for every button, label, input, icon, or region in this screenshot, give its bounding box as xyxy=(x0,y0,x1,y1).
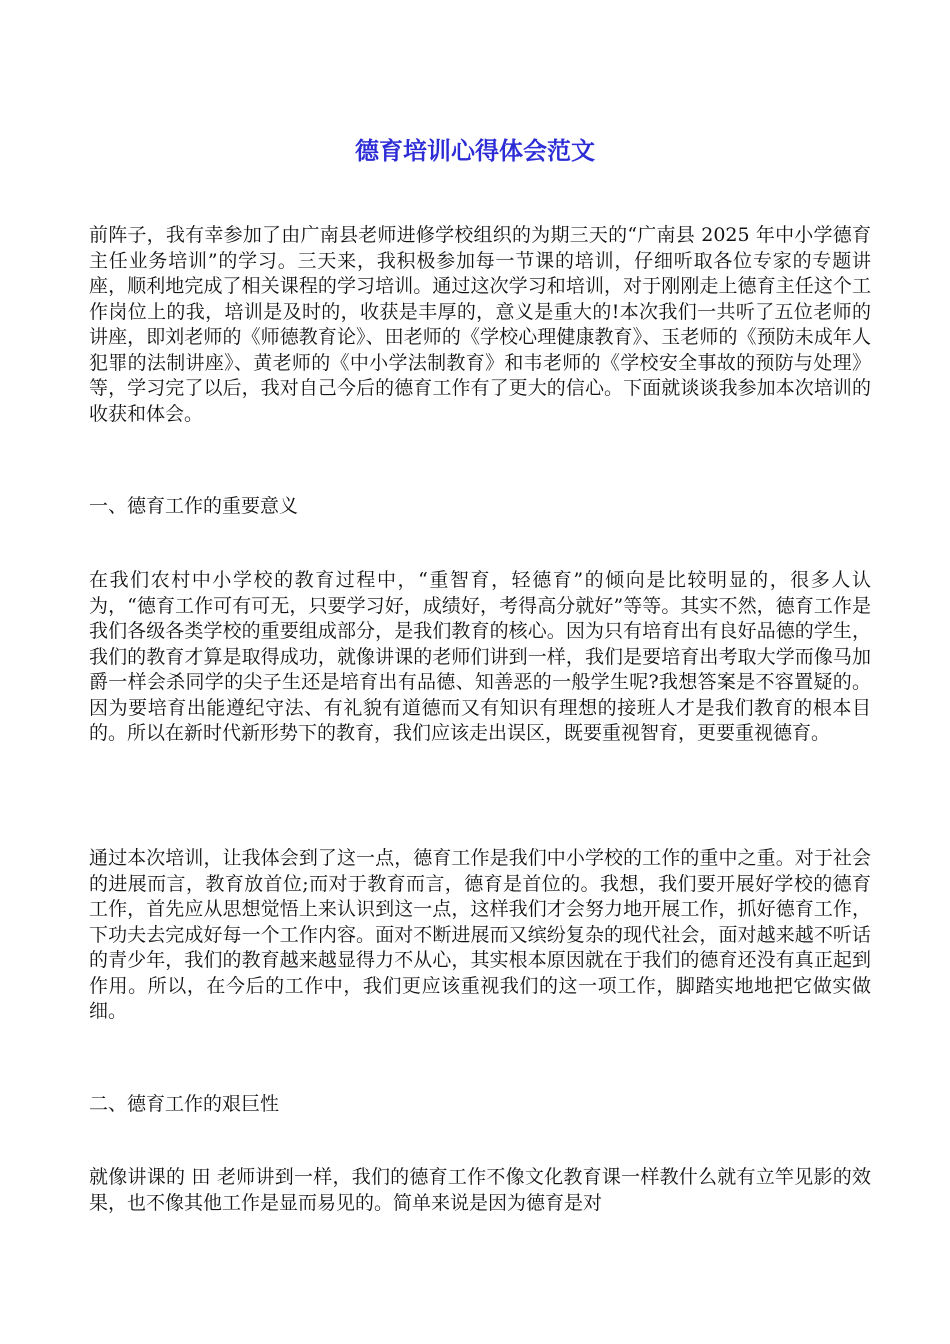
paragraph-training-insight: 通过本次培训，让我体会到了这一点，德育工作是我们中小学校的工作的重中之重。对于社会的进展而言，教育放首位;而对于教育而言，德育是首位的。我想，我们要开展好学校的德育工作，首先应从思想觉悟上来认识到这一点，这样我们才会努力地开展工作，抓好德育工作，下功夫去完成好每一个工作内容。面对不断进展而又缤纷复杂的现代社会，面对越来越不听话的青少年，我们的教育越来越显得力不从心，其实根本原因就在于我们的德育还没有真正起到作用。所以，在今后的工作中，我们更应该重视我们的这一项工作，脚踏实地地把它做实做细。 xyxy=(89,847,871,1022)
section-heading-difficulty: 二、德育工作的艰巨性 xyxy=(89,1093,280,1115)
paragraph-importance: 在我们农村中小学校的教育过程中，“重智育，轻德育”的倾向是比较明显的，很多人认为，“德育工作可有可无，只要学习好，成绩好，考得高分就好”等等。其实不然，德育工作是我们各级各类学校的重要组成部分，是我们教育的核心。因为只有培育出有良好品德的学生，我们的教育才算是取得成功，就像讲课的老师们讲到一样，我们是要培育出考取大学而像马加爵一样会杀同学的尖子生还是培育出有品德、知善恶的一般学生呢?我想答案是不容置疑的。因为要培育出能遵纪守法、有礼貌有道德而又有知识有理想的接班人才是我们教育的根本目的。所以在新时代新形势下的教育，我们应该走出误区，既要重视智育，更要重视德育。 xyxy=(89,569,871,744)
section-heading-importance: 一、德育工作的重要意义 xyxy=(89,495,299,517)
paragraph-difficulty: 就像讲课的 田 老师讲到一样，我们的德育工作不像文化教育课一样教什么就有立竿见影的效果，也不像其他工作是显而易见的。简单来说是因为德育是对 xyxy=(89,1166,871,1214)
paragraph-intro: 前阵子，我有幸参加了由广南县老师进修学校组织的为期三天的“广南县 2025 年中小学德育主任业务培训”的学习。三天来，我积极参加每一节课的培训，仔细听取各位专家的专题讲座，顺利地完成了相关课程的学习培训。通过这次学习和培训，对于刚刚走上德育主任这个工作岗位上的我，培训是及时的，收获是丰厚的，意义是重大的!本次我们一共听了五位老师的讲座，即刘老师的《师德教育论》、田老师的《学校心理健康教育》、玉老师的《预防未成年人犯罪的法制讲座》、黄老师的《中小学法制教育》和韦老师的《学校安全事故的预防与处理》等，学习完了以后，我对自己今后的德育工作有了更大的信心。下面就谈谈我参加本次培训的收获和体会。 xyxy=(89,224,871,425)
document-title: 德育培训心得体会范文 xyxy=(355,137,595,165)
